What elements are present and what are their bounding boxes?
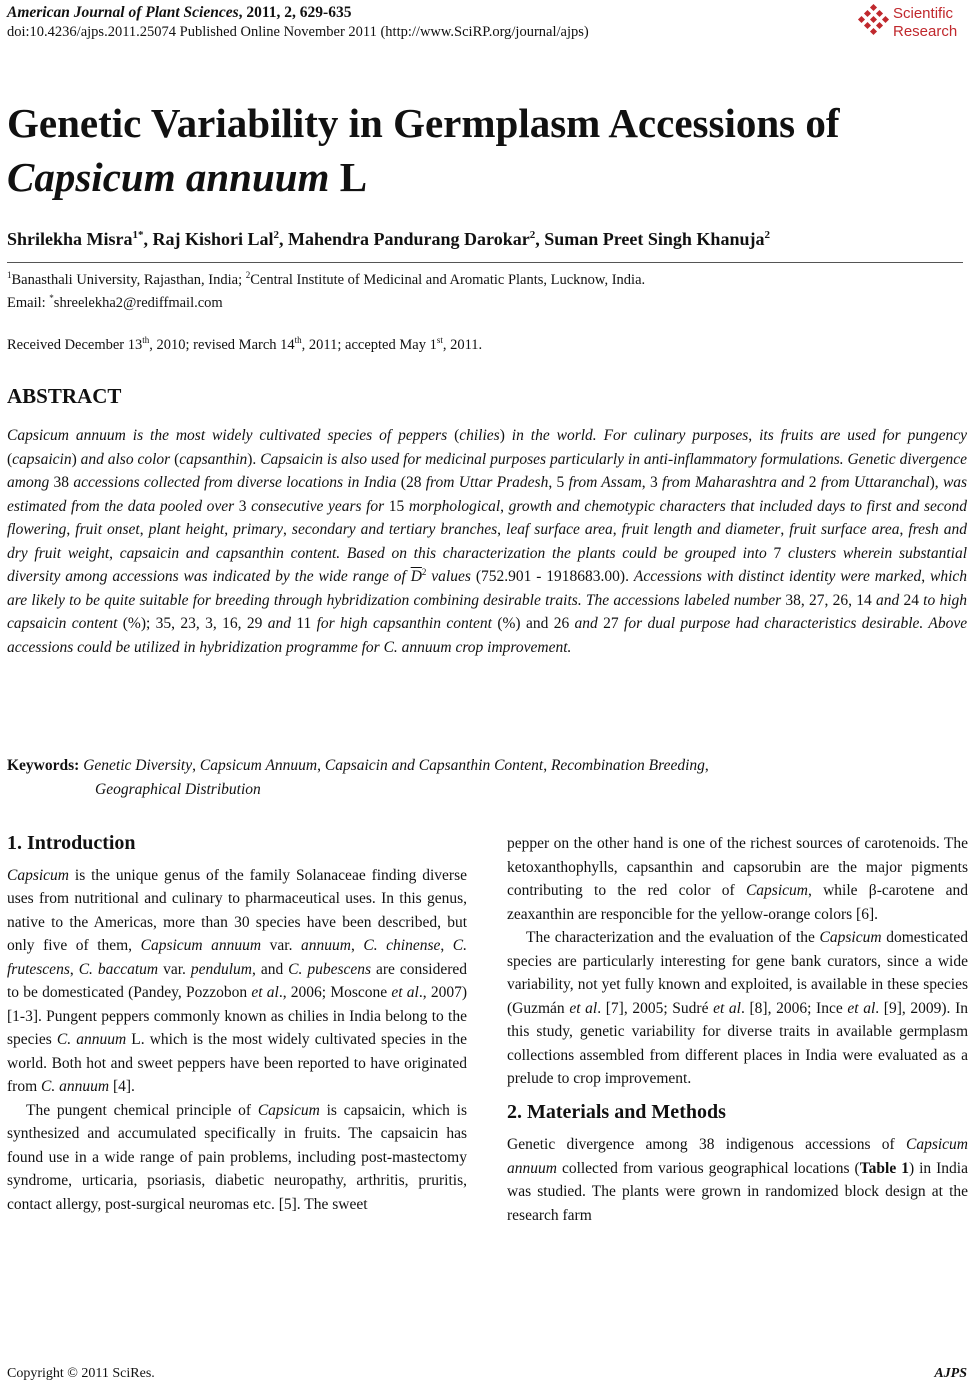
- received-dates: Received December 13th, 2010; revised March 14th, 2011; accepted May 1st, 2011.: [7, 335, 483, 353]
- author-name: Shrilekha Misra: [7, 229, 133, 249]
- header-divider: [7, 262, 963, 263]
- journal-abbreviation: AJPS: [934, 1366, 967, 1381]
- paragraph: The characterization and the evaluation of the Capsicum domesticated species are particularly interesting for gene bank curators, since a wide variability, not yet fully known and exploited, is available in these species (Guzmán et al. [7], 2005; Sudré et al. [8], 2006; Ince et al. [9], 2009). In this study, genetic variability for diverse traits in available germplasm collections assembled from different places in India were evaluated as a prelude to crop improvement.: [507, 929, 969, 1087]
- doi-line: doi:10.4236/ajps.2011.25074 Published Online November 2011 (http://www.SciRP.org/journal/ajps): [7, 24, 589, 40]
- affiliations: $^1$Banasthali University, Rajasthan, India; $^2$Central Institute of Medicinal and Aromatic Plants, Lucknow, India.: [7, 270, 646, 288]
- journal-name: American Journal of Plant Sciences, 2011, 2, 629-635: [7, 4, 352, 21]
- author-list: Shrilekha Misra$^{1*}$, Raj Kishori Lal$^2$, Mahendra Pandurang Darokar$^2$, Suman Preet Singh Khanuja$^2$: [7, 229, 770, 249]
- keywords: Keywords: Genetic Diversity, Capsicum Annuum, Capsaicin and Capsanthin Content, Recombination Breeding, Geographical Distribution: [7, 757, 709, 798]
- logo-mark-icon: [855, 3, 891, 39]
- abstract-heading: ABSTRACT: [7, 384, 122, 408]
- author-email: Email: *shreelekha2@rediffmail.com: [7, 293, 223, 311]
- abstract-text: Capsicum annuum is the most widely cultivated species of peppers (chilies) in the world. For culinary purposes, its fruits are used for pungency (capsaicin) and also color (capsanthin). Capsaicin is also used for medicinal purposes particularly in anti-inflammatory formulations. Genetic divergence among 38 accessions collected from diverse locations in India (28 from Uttar Pradesh, 5 from Assam, 3 from Maharashtra and 2 from Uttaranchal), was estimated from the data pooled over 3 consecutive years for 15 morphological, growth and chemotypic characters that included days to first and second flowering, fruit onset, plant height, primary, secondary and tertiary branches, leaf surface area, fruit length and diameter, fruit surface area, fresh and dry fruit weight, capsaicin and capsanthin content. Based on this characterization the plants could be grouped into 7 clusters wherein substantial diversity among accessions was indicated by the wide range of $\overline{D}^2$ values (752.901 - 1918683.00). Accessions with distinct identity were marked, which are likely to be quite suitable for breeding through hybridization combining desirable traits. The accessions labeled number 38, 27, 26, 14 and 24 to high capsaicin content (%); 35, 23, 3, 16, 29 and 11 for high capsanthin content (%) and 26 and 27 for dual purpose had characteristics desirable. Above accessions could be utilized in hybridization programme for C. annuum crop improvement.: [7, 427, 968, 656]
- section-heading-methods: 2. Materials and Methods: [507, 1100, 726, 1123]
- right-column: [507, 832, 968, 1227]
- logo-text-research: Research: [893, 23, 958, 40]
- copyright: Copyright © 2011 SciRes.: [7, 1366, 155, 1381]
- d-squared-symbol: $\overline{D}$: [410, 568, 422, 585]
- section-heading-introduction: 1. Introduction: [7, 832, 136, 854]
- paragraph: Capsicum is the unique genus of the family Solanaceae finding diverse uses from nutritional and culinary to pharmaceutical uses. In this genus, native to the Americas, more than 30 species have been described, but only five of them, Capsicum annuum var. annuum, C. chinense, C. frutescens, C. baccatum var. pendulum, and C. pubescens are considered to be domesticated (Pandey, Pozzobon et al., 2006; Moscone et al., 2007) [1-3]. Pungent peppers commonly known as chilies in India belong to the species C. annuum L. which is the most widely cultivated species in the world. Both hot and sweet peppers have been reported to have originated from C. annuum [4].: [7, 866, 468, 1095]
- publisher-logo: [855, 3, 971, 43]
- keywords-label: Keywords: [7, 757, 75, 774]
- logo-text-scientific: Scientific: [893, 5, 954, 22]
- table-reference[interactable]: Table 1: [859, 1159, 909, 1177]
- paper-title: Genetic Variability in Germplasm Accessions of Capsicum annuum L: [7, 100, 840, 200]
- paragraph: The pungent chemical principle of Capsicum is capsaicin, which is synthesized and accumulated specifically in fruits. The capsaicin has found use in a wide range of pain problems, including post-mastectomy syndrome, urticaria, psoriasis, diabetic neuropathy, arthritis, pruritis, contact allergy, post-surgical neuromas etc. [5]. The sweet: [7, 1101, 467, 1213]
- paragraph: pepper on the other hand is one of the richest sources of carotenoids. The ketoxanthophylls, capsanthin and capsorubin are the major pigments contributing to the red color of Capsicum, while β-carotene and zeaxanthin are responcible for the yellow-orange colors [6].: [507, 835, 968, 923]
- author-name: Suman Preet Singh Khanuja: [544, 229, 765, 249]
- left-column: [7, 832, 467, 1216]
- page-footer: [7, 1366, 967, 1382]
- author-name: Raj Kishori Lal: [152, 229, 274, 249]
- author-name: Mahendra Pandurang Darokar: [288, 229, 530, 249]
- paragraph: Genetic divergence among 38 indigenous accessions of Capsicum annuum collected from various geographical locations (Table 1) in India was studied. The plants were grown in randomized block design at the research farm: [507, 1136, 968, 1224]
